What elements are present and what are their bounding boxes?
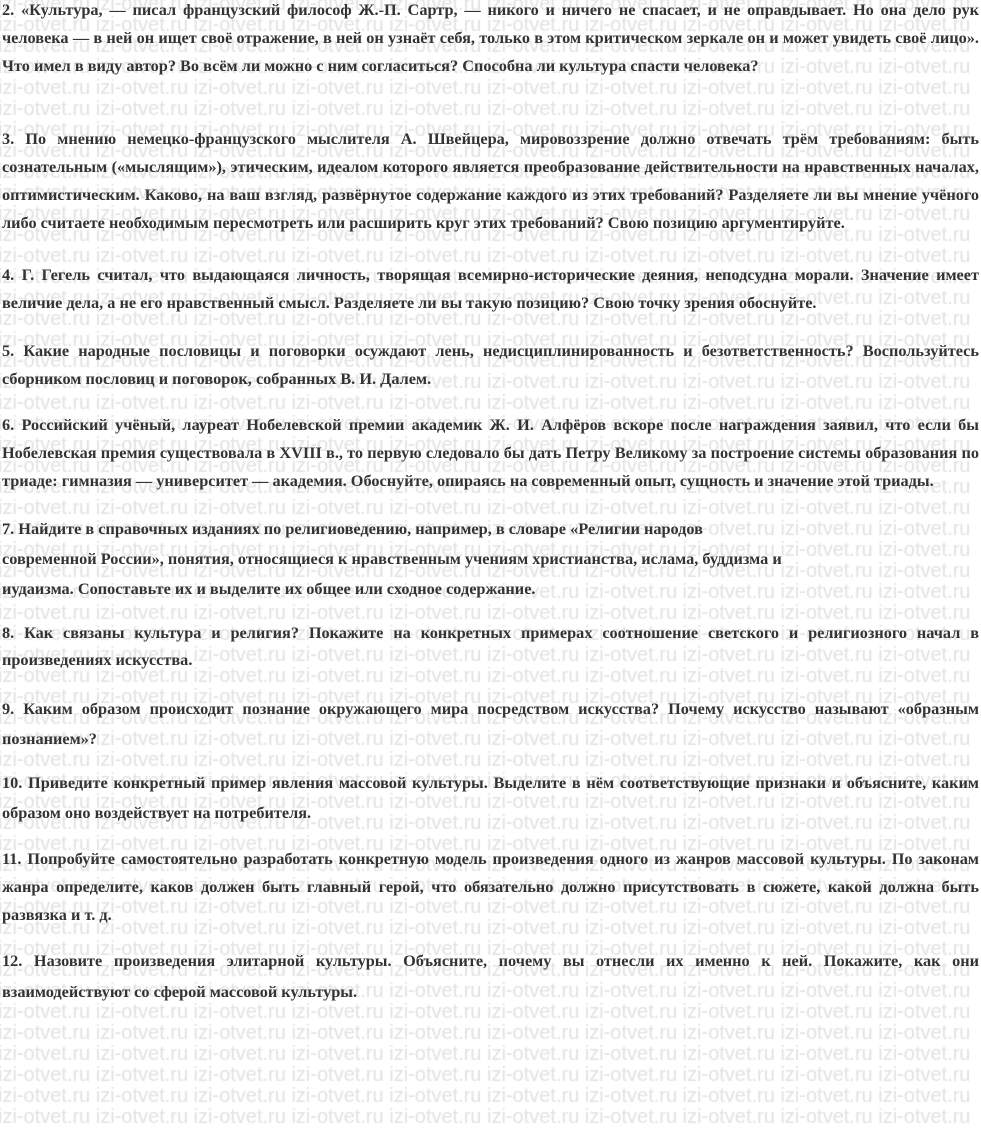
question-7-line: иудаизма. Сопоставьте их и выделите их общее или сходное содержание. xyxy=(2,579,536,598)
question-2: 2. «Культура, — писал французский философ Ж.-П. Сартр, — никого и ничего не спасает, и не оправдывает. Но она дело рук человека — в ней он ищет своё отражение, в ней он узнаёт себя, только в этом критическом зеркале он и может увидеть своё лицо». Что имел в виду автор? Во всём ли можно с ним согласиться? Способна ли культура спасти человека? xyxy=(2,0,979,75)
question-12: 12. Назовите произведения элитарной культуры. Объясните, почему вы отнесли их именно к ней. Покажите, как они взаимодействуют со сферой массовой культуры. xyxy=(2,951,979,1001)
question-3: 3. По мнению немецко-французского мыслителя А. Швейцера, мировоззрение должно отвечать трём требованиям: быть сознательным («мыслящим»), этическим, идеалом которого является преобразование действительности на нравственных началах, оптимистическим. Каково, на ваш взгляд, развёрнутое содержание каждого из этих требований? Разделяете ли вы мнение учёного либо считаете необходимым пересмотреть или расширить круг этих требований? Свою позицию аргументируйте. xyxy=(2,129,979,232)
question-10: 10. Приведите конкретный пример явления массовой культуры. Выделите в нём соответствующие признаки и объясните, каким образом оно воздействует на потребителя. xyxy=(2,773,979,822)
question-7-line: 7. Найдите в справочных изданиях по религиоведению, например, в словаре «Религии народов xyxy=(2,519,703,538)
question-7 xyxy=(2,514,979,604)
question-9: 9. Каким образом происходит познание окружающего мира посредством искусства? Почему искусство называют «образным познанием»? xyxy=(2,699,979,748)
question-5: 5. Какие народные пословицы и поговорки осуждают лень, недисциплинированность и безответственность? Воспользуйтесь сборником пословиц и поговорок, собранных В. И. Далем. xyxy=(2,341,979,388)
question-6: 6. Российский учёный, лауреат Нобелевской премии академик Ж. И. Алфёров вскоре после награждения заявил, что если бы Нобелевская премия существовала в XVIII в., то первую следовало бы дать Петру Великому за построение системы образования по триаде: гимназия — университет — академия. Обоснуйте, опираясь на современный опыт, сущность и значение этой триады. xyxy=(2,415,979,490)
question-11: 11. Попробуйте самостоятельно разработать конкретную модель произведения одного из жанров массовой культуры. По законам жанра определите, каков должен быть главный герой, что обязательно должно присутствовать в сюжете, какой должна быть развязка и т. д. xyxy=(2,849,979,924)
question-8: 8. Как связаны культура и религия? Покажите на конкретных примерах соотношение светского и религиозного начал в произведениях искусства. xyxy=(2,623,979,669)
question-4: 4. Г. Гегель считал, что выдающаяся личность, творящая всемирно-исторические деяния, неподсудна морали. Значение имеет величие дела, а не его нравственный смысл. Разделяете ли вы такую позицию? Свою точку зрения обоснуйте. xyxy=(2,265,979,312)
question-7-line: современной России», понятия, относящиеся к нравственным учениям христианства, ислама, буддизма и xyxy=(2,549,782,568)
